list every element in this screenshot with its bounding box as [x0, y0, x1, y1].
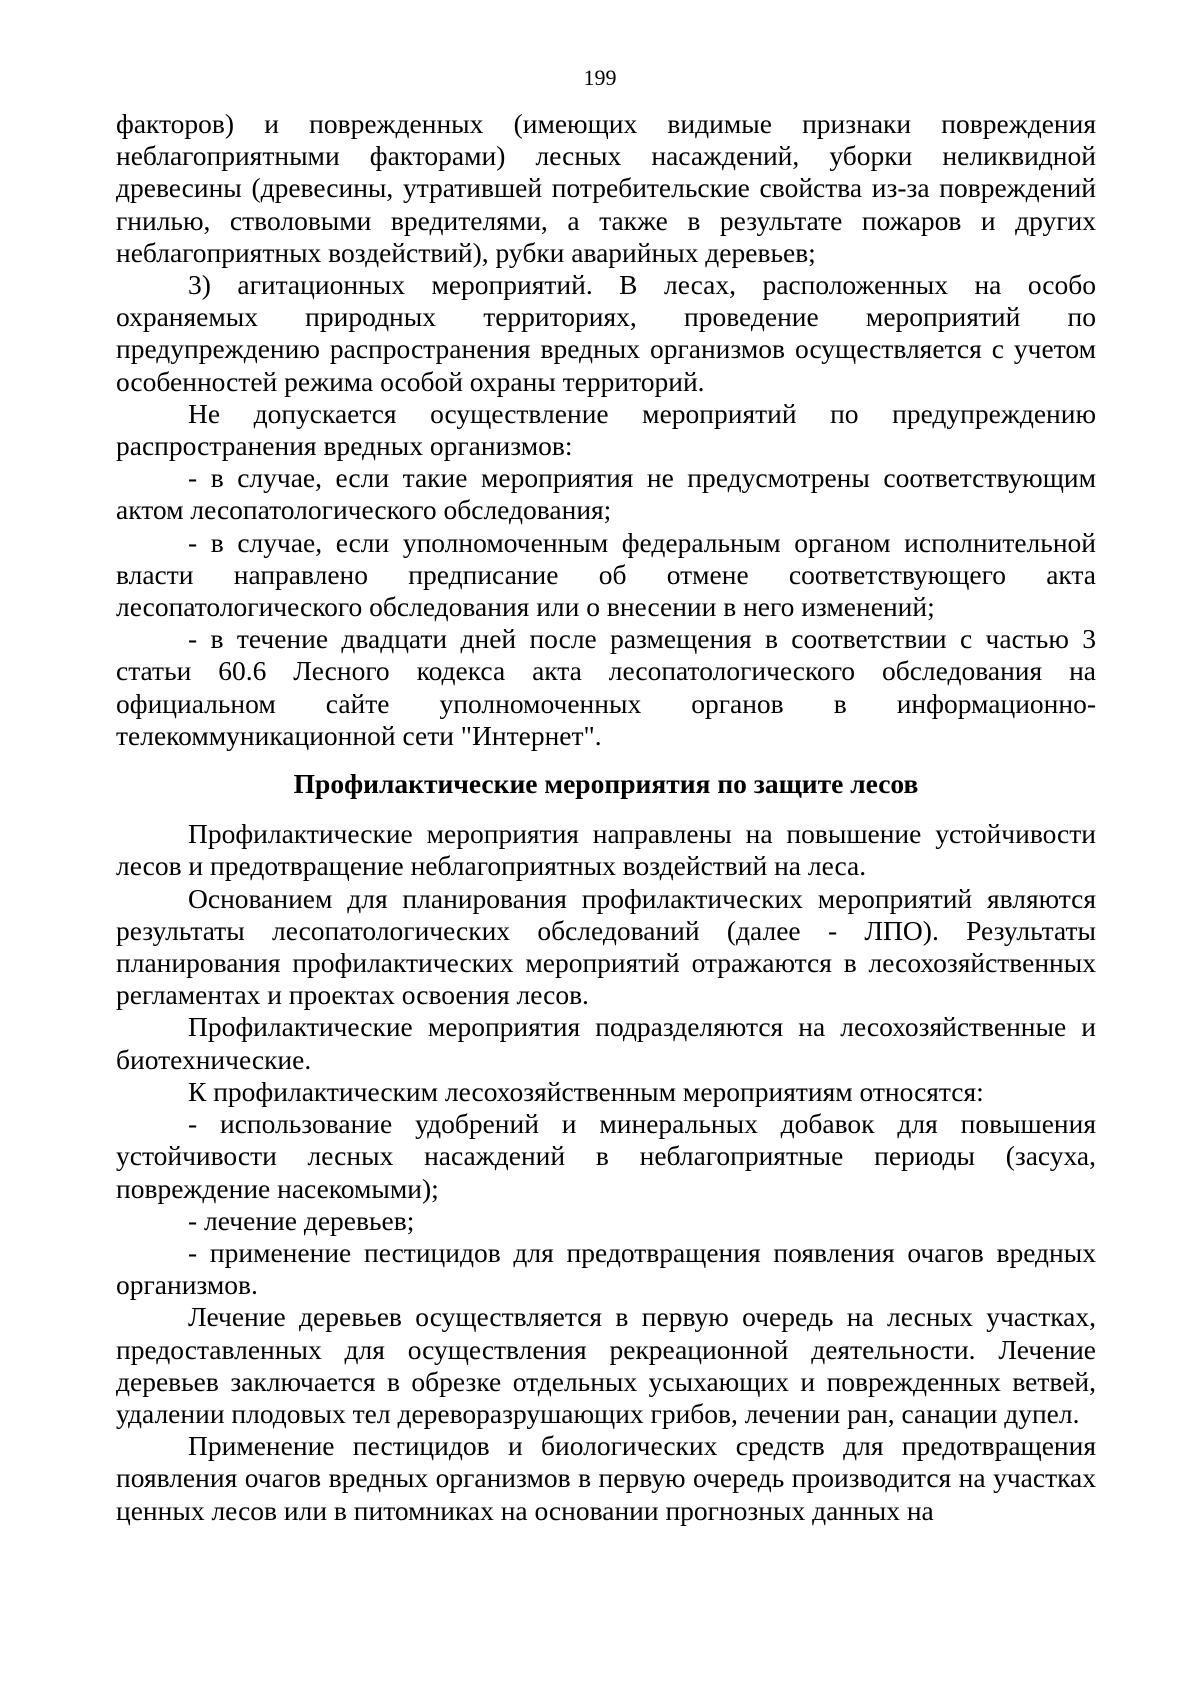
document-body — [116, 108, 1096, 1527]
page-number: 199 — [583, 65, 617, 90]
list-item: - лечение деревьев; — [188, 1204, 415, 1236]
section-heading: Профилактические мероприятия по защите лесов — [293, 768, 919, 800]
paragraph: факторов) и поврежденных (имеющих видимые признаки повреждения неблагоприятными факторами) лесных насаждений, уборки неликвидной древесины (древесины, утратившей потребительские свойства из-за повреждений гнилью, стволовыми вредителями, а также в результате пожаров и других неблагоприятных воздействий), рубки аварийных деревьев; — [116, 108, 1096, 268]
list-item: - в случае, если уполномоченным федеральным органом исполнительной власти направлено предписание об отмене соответствующего акта лесопатологического обследования или о внесении в него изменений; — [116, 526, 1096, 623]
list-item: - в случае, если такие мероприятия не предусмотрены соответствующим актом лесопатологического обследования; — [116, 462, 1096, 526]
paragraph: Применение пестицидов и биологических средств для предотвращения появления очагов вредных организмов в первую очередь производится на участках ценных лесов или в питомниках на основании прогнозных данных на — [116, 1430, 1096, 1526]
paragraphs-top — [116, 108, 1096, 752]
paragraph: Основанием для планирования профилактических мероприятий являются результаты лесопатологических обследований (далее - ЛПО). Результаты планирования профилактических мероприятий отражаются в лесохозяйственных регламентах и проектах освоения лесов. — [116, 882, 1096, 1011]
paragraph: Лечение деревьев осуществляется в первую очередь на лесных участках, предоставленных для осуществления рекреационной деятельности. Лечение деревьев заключается в обрезке отдельных усыхающих и поврежденных ветвей, удалении плодовых тел дереворазрушающих грибов, лечении ран, санации дупел. — [116, 1301, 1096, 1429]
list-item: - применение пестицидов для предотвращения появления очагов вредных организмов. — [116, 1236, 1096, 1301]
list-item: - в течение двадцати дней после размещения в соответствии с частью 3 статьи 60.6 Лесного кодекса акта лесопатологического обследования на официальном сайте уполномоченных органов в информационно-телекоммуникационной сети "Интернет". — [116, 623, 1096, 751]
paragraphs-bottom — [116, 818, 1096, 1526]
paragraph: Профилактические мероприятия подразделяются на лесохозяйственные и биотехнические. — [116, 1011, 1096, 1075]
list-item: - использование удобрений и минеральных добавок для повышения устойчивости лесных насаждений в неблагоприятные периоды (засуха, повреждение насекомыми); — [116, 1108, 1096, 1204]
paragraph: К профилактическим лесохозяйственным мероприятиям относятся: — [188, 1075, 984, 1107]
paragraph: 3) агитационных мероприятий. В лесах, расположенных на особо охраняемых природных территориях, проведение мероприятий по предупреждению распространения вредных организмов осуществляется с учетом особенностей режима особой охраны территорий. — [116, 269, 1096, 397]
paragraph: Профилактические мероприятия направлены на повышение устойчивости лесов и предотвращение неблагоприятных воздействий на леса. — [116, 818, 1096, 882]
paragraph: Не допускается осуществление мероприятий по предупреждению распространения вредных организмов: — [116, 397, 1096, 462]
